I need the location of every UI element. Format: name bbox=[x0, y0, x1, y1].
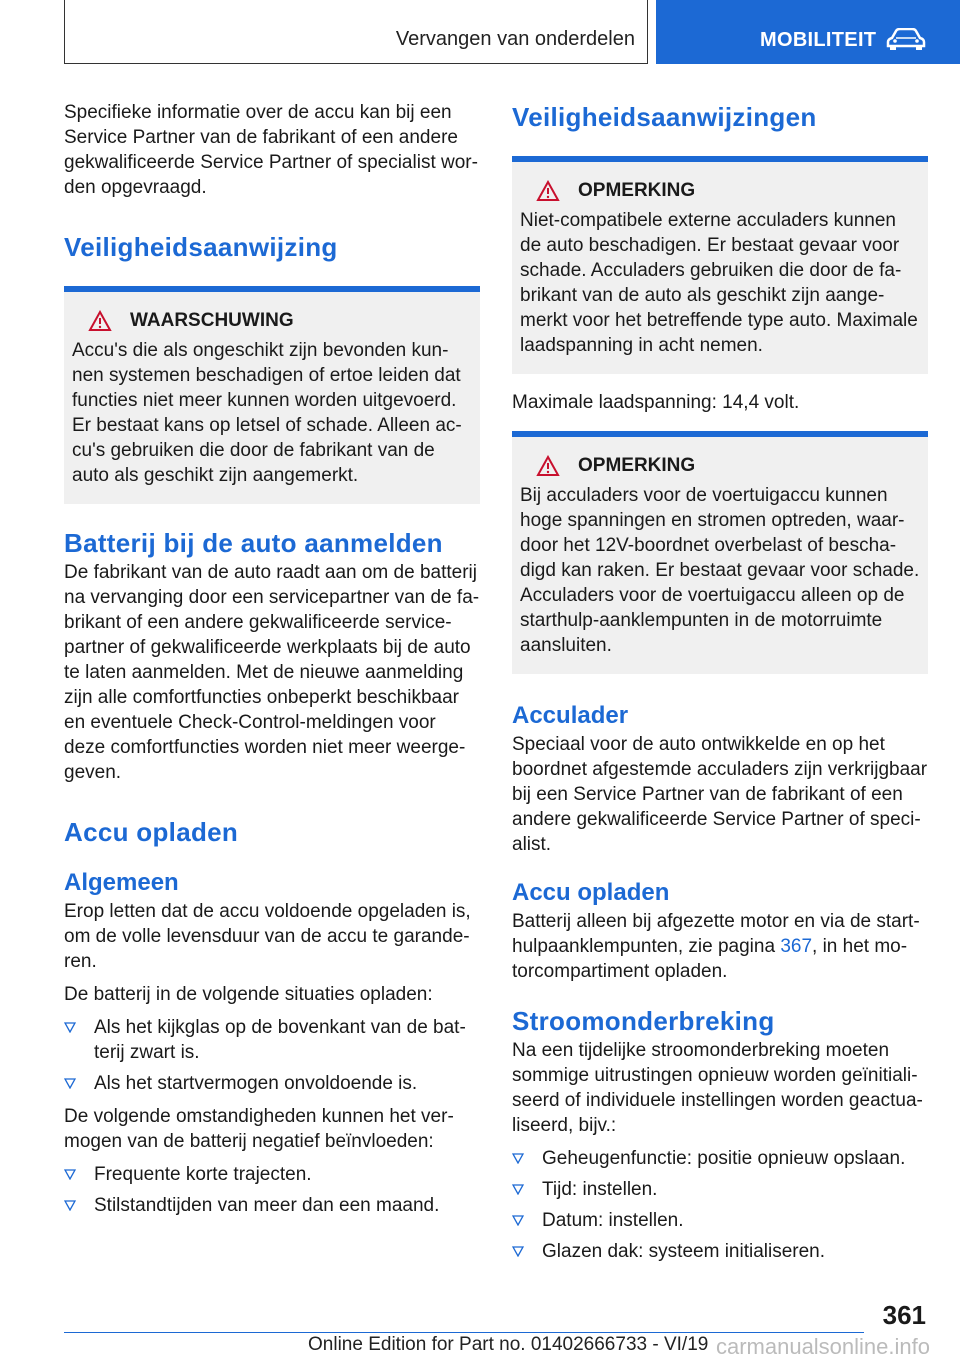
page-number: 361 bbox=[882, 1300, 926, 1330]
warning-triangle-icon bbox=[88, 310, 112, 332]
left-column bbox=[64, 100, 480, 1226]
note-box-2 bbox=[512, 431, 928, 674]
bullet-triangle-icon bbox=[64, 1021, 76, 1033]
warning-box bbox=[64, 286, 480, 504]
interrupt-paragraph: Na een tijdelijke stroomonderbreking moeten sommige uitrustingen opnieuw worden geïnitiali-seerd of individuele instellingen worden geactua-liseerd, bijv.: bbox=[512, 1040, 923, 1136]
general-paragraph: Erop letten dat de accu voldoende opgeladen is, om de volle levensduur van de accu te garande-ren. bbox=[64, 901, 471, 972]
factors-intro: De volgende omstandigheden kunnen het ver-mogen van de batterij negatief beïnvloeden: bbox=[64, 1106, 454, 1152]
heading-interrupt: Stroomonderbreking bbox=[512, 1006, 775, 1036]
warning-triangle-icon bbox=[536, 180, 560, 202]
note-box-1 bbox=[512, 156, 928, 374]
charger-paragraph: Speciaal voor de auto ontwikkelde en op het boordnet afgestemde acculaders zijn verkrijgbaar bij een Service Partner van de fabrikant of een andere gekwalificeerde Service Partner of speci-alist. bbox=[512, 734, 928, 855]
bullet-triangle-icon bbox=[512, 1152, 524, 1164]
factors-list bbox=[64, 1162, 480, 1218]
list-item: Glazen dak: systeem initialiseren. bbox=[512, 1239, 928, 1264]
list-item: Stilstandtijden van meer dan een maand. bbox=[64, 1193, 480, 1218]
reset-items-list bbox=[512, 1146, 928, 1264]
heading-charger: Acculader bbox=[512, 702, 629, 729]
bullet-triangle-icon bbox=[512, 1183, 524, 1195]
note-text: Bij acculaders voor de voertuigaccu kunnen hoge spanningen en stromen optreden, waar-door het 12V-boordnet overbelast of bescha-digd kan raken. Er bestaat gevaar voor schade. Acculaders voor de voertuigaccu alleen op de starthulp-aanklempunten in de motorruimte aansluiten. bbox=[520, 485, 920, 656]
list-item: Als het startvermogen onvoldoende is. bbox=[64, 1071, 480, 1096]
note-title: OPMERKING bbox=[578, 180, 696, 201]
heading-safety: Veiligheidsaanwijzing bbox=[64, 232, 338, 262]
warning-title: WAARSCHUWING bbox=[130, 310, 294, 331]
list-item: Frequente korte trajecten. bbox=[64, 1162, 480, 1187]
header-chapter-title: MOBILITEIT bbox=[760, 29, 877, 51]
heading-safety-notes: Veiligheidsaanwijzingen bbox=[512, 102, 817, 132]
page-link-367[interactable]: 367 bbox=[780, 936, 813, 957]
warning-text: Accu's die als ongeschikt zijn bevonden kun-nen systemen beschadigen of ertoe leiden dat functies niet meer kunnen worden uitgevoerd. Er bestaat kans op letsel of schade. Alleen ac-cu's gebruiken die door de fabrikant van de auto als geschikt zijn aangemerkt. bbox=[72, 340, 462, 486]
list-item: Tijd: instellen. bbox=[512, 1177, 928, 1202]
right-column bbox=[512, 100, 928, 1272]
heading-charge-right: Accu opladen bbox=[512, 879, 670, 906]
list-item: Geheugenfunctie: positie opnieuw opslaan. bbox=[512, 1146, 928, 1171]
situations-intro: De batterij in de volgende situaties opladen: bbox=[64, 984, 433, 1005]
bullet-triangle-icon bbox=[64, 1077, 76, 1089]
note-title: OPMERKING bbox=[578, 455, 696, 476]
list-item: Als het kijkglas op de bovenkant van de bat-terij zwart is. bbox=[64, 1015, 480, 1065]
heading-charge: Accu opladen bbox=[64, 817, 239, 847]
car-icon bbox=[886, 28, 926, 50]
footer-divider bbox=[64, 1332, 864, 1333]
charge-paragraph: Batterij alleen bij afgezette motor en via de start-hulpaanklempunten, zie pagina 367, in het mo-torcompartiment opladen. bbox=[512, 911, 920, 982]
bullet-triangle-icon bbox=[64, 1168, 76, 1180]
warning-triangle-icon bbox=[536, 455, 560, 477]
watermark: carmanualsonline.info bbox=[715, 1334, 930, 1359]
bullet-triangle-icon bbox=[64, 1199, 76, 1211]
situations-list bbox=[64, 1015, 480, 1096]
footer-edition: Online Edition for Part no. 01402666733 - VI/19 bbox=[308, 1334, 709, 1355]
heading-general: Algemeen bbox=[64, 869, 179, 896]
list-item: Datum: instellen. bbox=[512, 1208, 928, 1233]
header-section-tab bbox=[64, 0, 648, 64]
note-text: Niet-compatibele externe acculaders kunnen de auto beschadigen. Er bestaat gevaar voor schade. Acculaders gebruiken die door de fa-brikant van de auto als geschikt zijn aange-merkt voor het betreffende type auto. Maximale laadspanning in acht nemen. bbox=[520, 210, 918, 356]
register-paragraph: De fabrikant van de auto raadt aan om de batterij na vervanging door een servicepartner van de fa-brikant of een andere gekwalificeerde service-partner of gekwalificeerde werkplaats bij de auto te laten aanmelden. Met de nieuwe aanmelding zijn alle comfortfuncties onbeperkt beschikbaar en eventuele Check-Control-meldingen voor deze comfortfuncties worden niet meer weerge-geven. bbox=[64, 562, 480, 783]
bullet-triangle-icon bbox=[512, 1214, 524, 1226]
header-chapter-tab bbox=[656, 0, 960, 64]
max-voltage-text: Maximale laadspanning: 14,4 volt. bbox=[512, 392, 800, 413]
heading-register: Batterij bij de auto aanmelden bbox=[64, 528, 443, 558]
header-section-title: Vervangen van onderdelen bbox=[395, 28, 635, 50]
intro-paragraph: Specifieke informatie over de accu kan bij een Service Partner van de fabrikant of een andere gekwalificeerde Service Partner of specialist wor-den opgevraagd. bbox=[64, 102, 478, 198]
bullet-triangle-icon bbox=[512, 1245, 524, 1257]
